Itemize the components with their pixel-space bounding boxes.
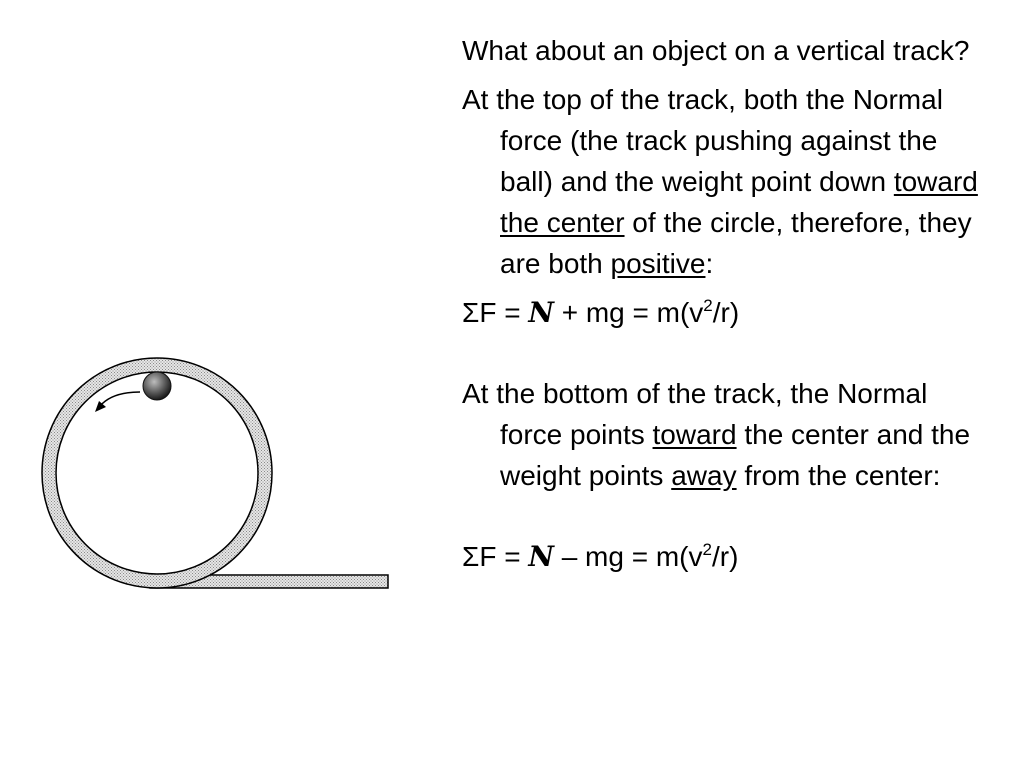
- loop-track-inner-edge: [56, 372, 258, 574]
- question-text: What about an object on a vertical track?: [462, 35, 970, 66]
- sigma-symbol: Σ: [462, 297, 480, 328]
- positive-underline: positive: [610, 248, 706, 279]
- toward-underline: toward: [652, 419, 737, 450]
- exponent: 2: [702, 540, 712, 559]
- slide-text: [462, 30, 992, 577]
- top-equation: ΣF = N + mg = $m(v^2/r)$: [462, 296, 740, 329]
- normal-force-symbol: N: [528, 296, 554, 329]
- motion-arrow: [100, 392, 140, 406]
- away-underline: away: [671, 460, 737, 491]
- exponent: 2: [703, 296, 713, 315]
- toward-the-center-underline: toward the center: [500, 166, 978, 238]
- bottom-of-track-explanation: At the bottom of the track, the Normal force points toward the center and the weight points away from the center:: [462, 378, 971, 491]
- sigma-symbol: Σ: [462, 541, 480, 572]
- ball: [143, 372, 171, 400]
- top-of-track-explanation: At the top of the track, both the Normal force (the track pushing against the ball) and the weight point down toward the center of the circle, therefore, they are both positive:: [462, 84, 978, 279]
- normal-force-symbol: N: [528, 540, 554, 573]
- vertical-loop-track-diagram: [0, 0, 420, 768]
- bottom-equation: ΣF = N – mg = $m(v^2/r)$: [462, 540, 739, 573]
